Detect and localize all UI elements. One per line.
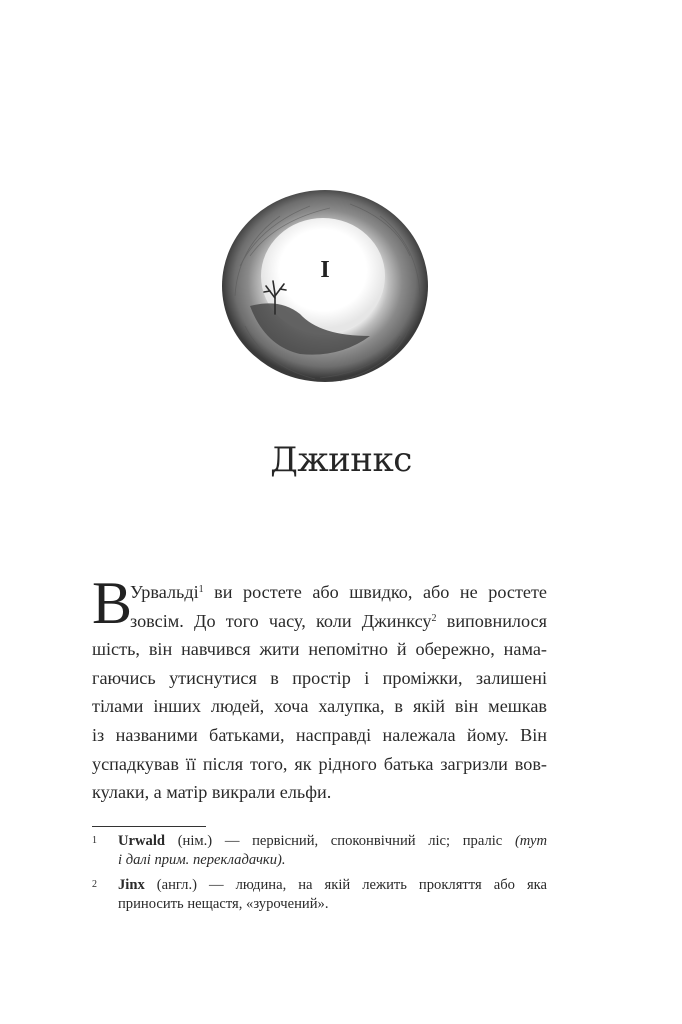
body-line-2: зовсім. До того часу, коли Джинксу$^2$ виповнилося: [130, 610, 547, 631]
chapter-emblem: [220, 186, 430, 386]
drop-cap: В: [92, 570, 133, 636]
body-line-1: Урвальді$^1$ ви ростете або швидко, або не ростете: [130, 582, 547, 602]
body-paragraph: [92, 578, 547, 807]
footnotes: [92, 832, 547, 920]
footnote-ref-1[interactable]: 1: [198, 584, 204, 595]
body-line-4: гаючись утиснутися в простір і проміжки, залишені: [92, 667, 547, 688]
body-line-6: із названими батьками, насправді належала йому. Він: [92, 724, 547, 745]
footnote-term: Jinx: [118, 877, 145, 893]
footnote-2: 2 Jinx (англ.) — людина, на якій лежить прокляття або яка приносить нещастя, «зурочений».: [92, 877, 547, 912]
footnote-marker: 1: [92, 835, 97, 846]
footnote-term: Urwald: [118, 833, 166, 849]
footnote-divider: [92, 826, 206, 827]
body-line-3: шість, він навчився жити непомітно й обережно, нама-: [92, 639, 547, 660]
chapter-title: Джинкс: [270, 440, 412, 480]
footnote-marker: 2: [92, 879, 97, 890]
body-line-8: кулаки, а матір викрали ельфи.: [92, 782, 332, 803]
chapter-number: I: [320, 257, 330, 283]
body-line-7: успадкував її після того, як рідного батька загризли вов-: [92, 753, 547, 774]
footnote-ref-2[interactable]: 2: [431, 612, 437, 624]
forest-ring-illustration: [220, 186, 430, 386]
footnote-1: 1 Urwald (нім.) — первісний, споконвічний ліс; праліс (тут і далі прим. перекладачки).: [92, 833, 547, 868]
body-line-5: тілами інших людей, хоча халупка, в якій він мешкав: [92, 696, 547, 717]
